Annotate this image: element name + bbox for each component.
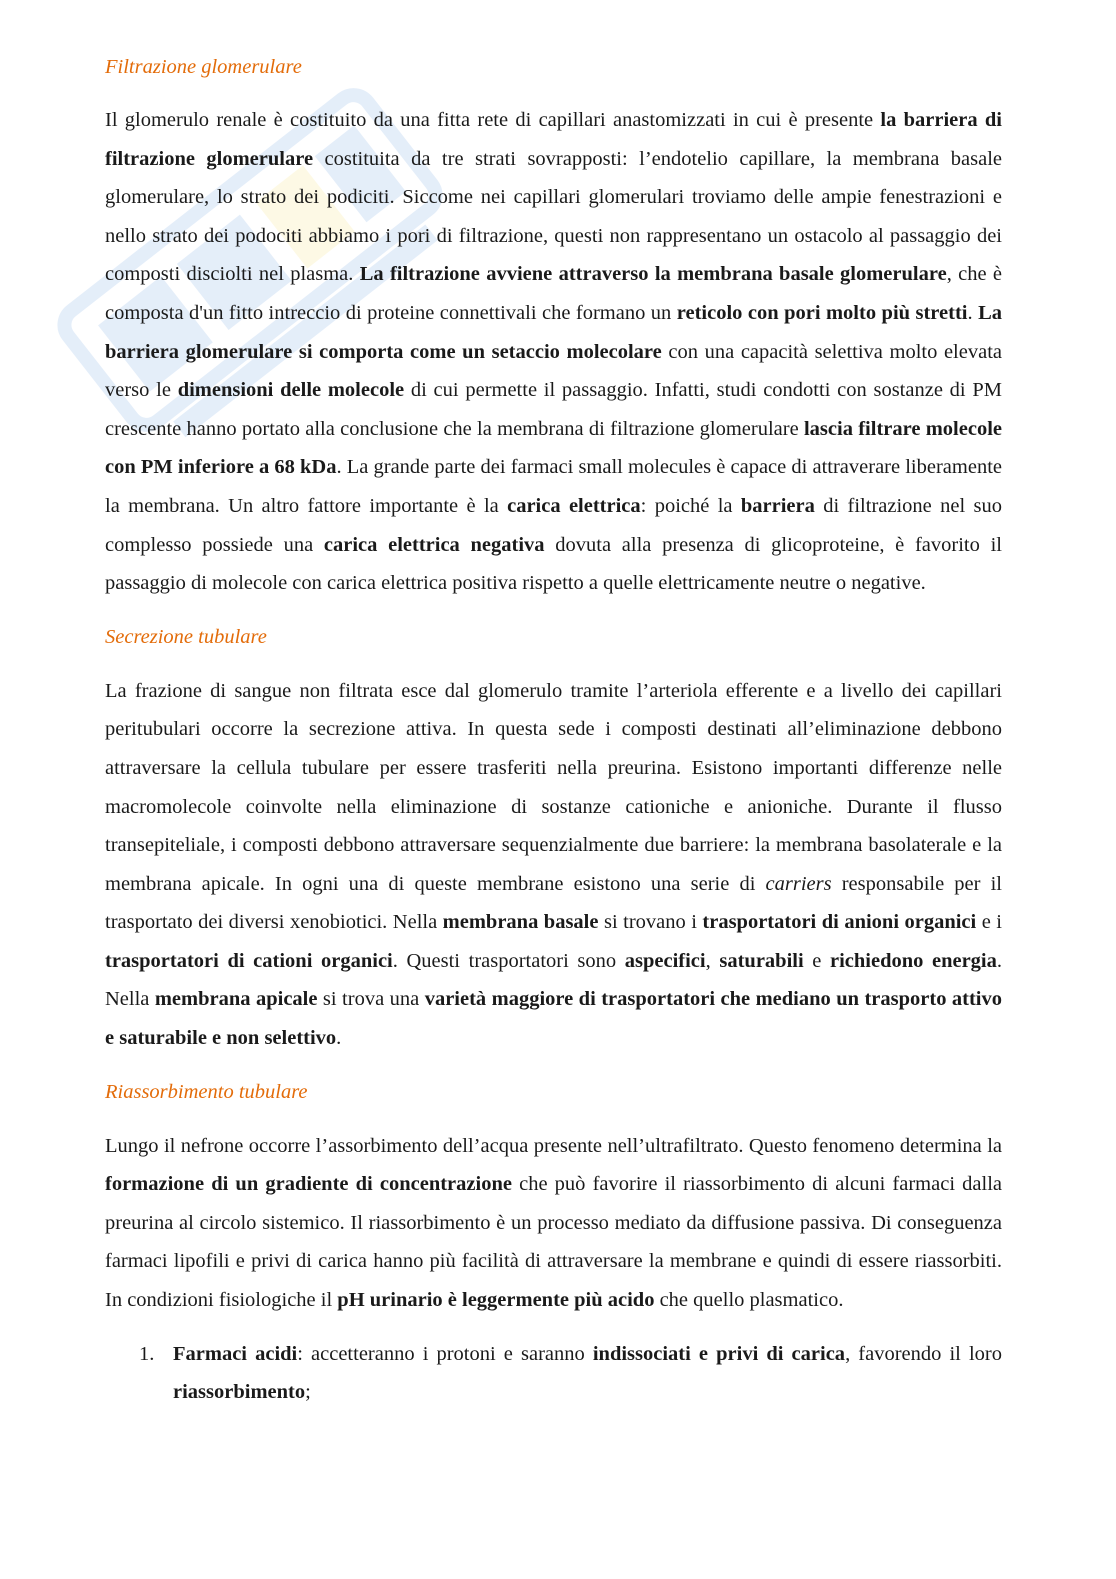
paragraph-riassorbimento [105,1127,1002,1320]
bold-text: saturabili [719,949,804,972]
bold-text: richiedono energia [829,949,997,972]
text-run: . Questi trasportatori sono [392,949,625,972]
text-run: con una capacità selettiva molto elevata verso le [105,340,1002,402]
text-run: , [705,949,720,972]
text-run: si trovano i [598,911,703,934]
italic-text: carriers [765,872,832,895]
text-run: , che è composta d'un fitto intreccio di proteine connettivali che formano un [105,263,1002,324]
text-run: Lungo il nefrone occorre l’assorbimento dell’acqua presente nell’ultrafiltrato. Questo fenomeno determina la [105,1134,1002,1157]
text-run: si trova una [317,988,425,1011]
text-run: di cui permette il passaggio. Infatti, studi condotti con sostanze di PM crescente hanno portato alla conclusione che la membrana di filtrazione glomerulare [105,379,1002,440]
section-title-secrezione: Secrezione tubulare [105,625,267,648]
bold-text: Farmaci acidi [173,1342,298,1365]
text-run: responsabile per il trasportato dei diversi xenobiotici. Nella [105,872,1002,934]
bold-text: la barriera di filtrazione glomerulare [105,109,1002,170]
bold-text: lascia filtrare molecole con PM inferiore a 68 kDa [105,417,1002,479]
numbered-list [105,1335,1002,1412]
list-item [105,1335,1002,1412]
text-run: costituita da tre strati sovrapposti: l’endotelio capillare, la membrana basale glomerulare, lo strato dei podiciti. Siccome nei capillari glomerulari troviamo delle ampie fenestrazioni e nello strato dei podociti abbiamo i pori di filtrazione, questi non rappresentano un ostacolo al passaggio dei composti disciolti nel plasma. [105,147,1002,286]
bold-text: varietà maggiore di trasportatori che mediano un trasporto attivo e saturabile e non selettivo [105,988,1002,1050]
text-run: di filtrazione nel suo complesso possiede una [105,494,1003,556]
bold-text: carica elettrica [507,494,641,517]
bold-text: riassorbimento [173,1381,306,1404]
paragraph-filtrazione [105,101,1002,603]
text-run: ; [305,1381,311,1404]
text-run: . La grande parte dei farmaci small molecules è capace di attraverare liberamente la membrana. Un altro fattore importante è la [105,456,1002,517]
bold-text: pH urinario è leggermente più acido [337,1289,655,1312]
text-run: : poiché la [640,494,741,517]
bold-text: indissociati e privi di carica [592,1342,846,1365]
bold-text: membrana basale [442,911,599,934]
bold-text: trasportatori di anioni organici [702,911,977,934]
bold-text: La filtrazione avviene attraverso la membrana basale glomerulare [359,263,947,286]
text-run: e [803,949,830,972]
bold-text: trasportatori di cationi organici [105,949,393,972]
text-run: . [967,301,979,324]
text-run: : accetteranno i protoni e saranno [297,1342,593,1365]
section-title-filtrazione: Filtrazione glomerulare [105,56,302,78]
text-run: che quello plasmatico. [654,1289,844,1312]
list-number: 1. [139,1342,155,1365]
text-run: Il glomerulo renale è costituito da una fitta rete di capillari anastomizzati in cui è presente [105,109,881,131]
text-run: dovuta alla presenza di glicoproteine, è favorito il passaggio di molecole con carica elettrica positiva rispetto a quelle elettricamente neutre o negative. [105,533,1002,595]
document-page [105,48,1002,1412]
text-run: . Nella [105,949,1003,1011]
bold-text: membrana apicale [154,988,318,1011]
text-run: La frazione di sangue non filtrata esce dal glomerulo tramite l’arteriola efferente e a livello dei capillari peritubulari occorre la secrezione attiva. In questa sede i composti destinati all’eliminazione debbono attraversare la cellula tubulare per essere trasferiti nella preurina. Esistono importanti differenze nelle macromolecole coinvolte nella eliminazione di sostanze cationiche e anioniche. Durante il flusso transepiteliale, i composti debbono attraversare sequenzialmente due barriere: la membrana basolaterale e la membrana apicale. In ogni una di queste membrane esistono una serie di [105,679,1002,895]
text-run: e i [976,911,1002,934]
bold-text: aspecifici [624,949,706,972]
bold-text: carica elettrica negativa [323,533,545,556]
text-run: che può favorire il riassorbimento di alcuni farmaci dalla preurina al circolo sistemico. Il riassorbimento è un processo mediato da diffusione passiva. Di conseguenza farmaci lipofili e privi di carica hanno più facilità di attraversare la membrane e quindi di essere riassorbiti. In condizioni fisiologiche il [105,1173,1003,1312]
section-title-riassorbimento: Riassorbimento tubulare [105,1080,308,1103]
bold-text: formazione di un gradiente di concentrazione [105,1173,512,1196]
text-run: . [336,1027,342,1050]
paragraph-secrezione [105,672,1002,1058]
bold-text: dimensioni delle molecole [177,379,405,402]
bold-text: reticolo con pori molto più stretti [676,301,968,324]
text-run: , favorendo il loro [845,1342,1003,1365]
bold-text: barriera [740,494,815,517]
bold-text: La barriera glomerulare si comporta come un setaccio molecolare [105,301,1003,363]
